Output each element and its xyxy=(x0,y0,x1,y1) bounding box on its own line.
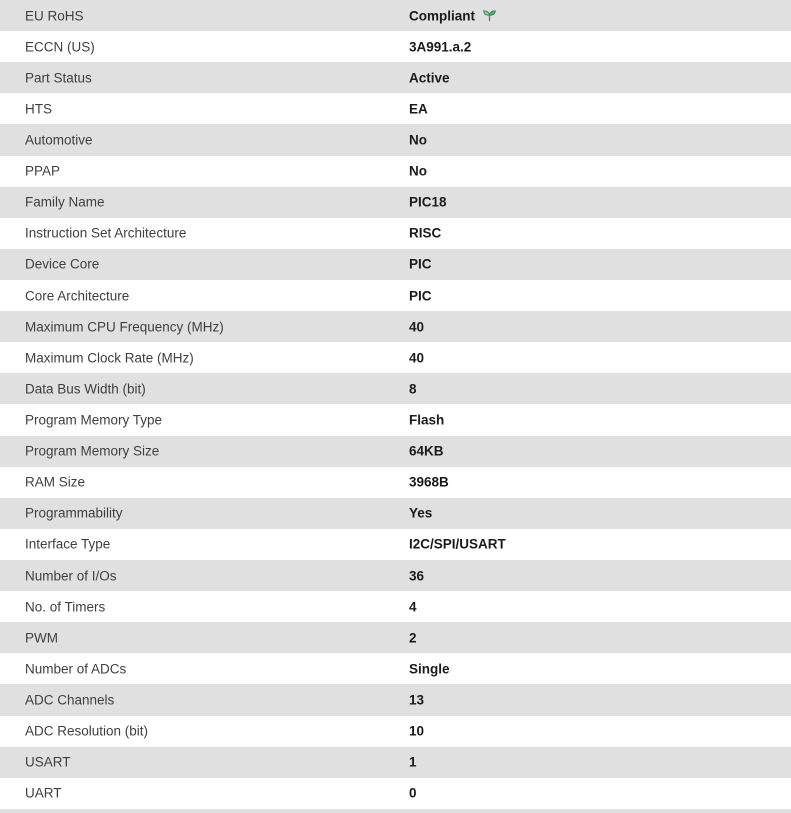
spec-value-text: Flash xyxy=(409,412,445,428)
spec-value xyxy=(409,8,497,23)
table-row xyxy=(0,249,791,280)
spec-label: Programmability xyxy=(25,505,123,521)
spec-value-text: No xyxy=(409,163,427,179)
table-row xyxy=(0,280,791,311)
spec-label: Family Name xyxy=(25,194,105,210)
table-row xyxy=(0,653,791,684)
spec-label: Maximum CPU Frequency (MHz) xyxy=(25,319,224,335)
table-row xyxy=(0,62,791,93)
spec-value-text: 13 xyxy=(409,692,425,708)
spec-label: Device Core xyxy=(25,256,100,272)
table-row xyxy=(0,218,791,249)
table-row xyxy=(0,342,791,373)
spec-label: Automotive xyxy=(25,132,93,148)
spec-value-text: Active xyxy=(409,70,450,86)
table-row xyxy=(0,529,791,560)
spec-value-text: 40 xyxy=(409,350,425,366)
spec-label: Interface Type xyxy=(25,536,111,552)
spec-value-text: 10 xyxy=(409,723,425,739)
spec-label: ADC Channels xyxy=(25,692,115,708)
spec-label: Core Architecture xyxy=(25,288,130,304)
spec-value-text: 8 xyxy=(409,381,417,397)
spec-label: USART xyxy=(25,754,71,770)
spec-value xyxy=(409,755,417,770)
spec-value xyxy=(409,537,506,552)
spec-value-text: I2C/SPI/USART xyxy=(409,536,506,552)
spec-label: Number of I/Os xyxy=(25,568,117,584)
spec-value-text: 1 xyxy=(409,754,417,770)
spec-label: Data Bus Width (bit) xyxy=(25,381,146,397)
table-row xyxy=(0,187,791,218)
spec-value xyxy=(409,132,427,147)
table-row xyxy=(0,156,791,187)
table-row xyxy=(0,622,791,653)
table-row xyxy=(0,560,791,591)
spec-label: RAM Size xyxy=(25,474,86,490)
spec-value xyxy=(409,692,424,707)
spec-value-text: 36 xyxy=(409,568,425,584)
spec-label: ECCN (US) xyxy=(25,39,95,55)
spec-label: No. of Timers xyxy=(25,599,106,615)
spec-value xyxy=(409,506,432,521)
table-row xyxy=(0,747,791,778)
spec-label: ADC Resolution (bit) xyxy=(25,723,149,739)
table-row-partial xyxy=(0,809,791,813)
spec-value xyxy=(409,412,444,427)
spec-value xyxy=(409,599,417,614)
spec-value-text: Single xyxy=(409,661,450,677)
spec-value-text: 64KB xyxy=(409,443,444,459)
spec-value-text: Compliant xyxy=(409,8,475,24)
table-row xyxy=(0,436,791,467)
spec-label: Maximum Clock Rate (MHz) xyxy=(25,350,194,366)
spec-label: EU RoHS xyxy=(25,8,84,24)
rohs-leaf-icon[interactable] xyxy=(482,9,497,23)
spec-label: PPAP xyxy=(25,163,61,179)
spec-value xyxy=(409,350,424,365)
spec-value xyxy=(409,195,447,210)
spec-value-text: EA xyxy=(409,101,428,117)
table-row xyxy=(0,404,791,435)
spec-value xyxy=(409,257,432,272)
spec-label: Program Memory Size xyxy=(25,443,160,459)
spec-value-text: 4 xyxy=(409,599,417,615)
spec-value-text: PIC xyxy=(409,288,432,304)
spec-value xyxy=(409,630,417,645)
table-row xyxy=(0,373,791,404)
spec-value-text: Yes xyxy=(409,505,433,521)
spec-value xyxy=(409,568,424,583)
spec-value-text: 0 xyxy=(409,785,417,801)
spec-value xyxy=(409,226,441,241)
spec-label: UART xyxy=(25,785,62,801)
spec-value xyxy=(409,661,450,676)
spec-value-text: 3968B xyxy=(409,474,449,490)
spec-label: Part Status xyxy=(25,70,92,86)
spec-label: Instruction Set Architecture xyxy=(25,225,187,241)
spec-value xyxy=(409,101,428,116)
spec-value-text: 3A991.a.2 xyxy=(409,39,472,55)
table-row xyxy=(0,124,791,155)
spec-label: PWM xyxy=(25,630,58,646)
table-row xyxy=(0,311,791,342)
spec-value xyxy=(409,724,424,739)
spec-value-text: No xyxy=(409,132,427,148)
table-row xyxy=(0,0,791,31)
spec-value xyxy=(409,381,417,396)
spec-value xyxy=(409,288,432,303)
spec-label: Program Memory Type xyxy=(25,412,163,428)
spec-value xyxy=(409,444,444,459)
spec-value xyxy=(409,319,424,334)
table-row xyxy=(0,778,791,809)
spec-value xyxy=(409,164,427,179)
table-row xyxy=(0,716,791,747)
table-row xyxy=(0,467,791,498)
spec-label: HTS xyxy=(25,101,52,117)
spec-value xyxy=(409,786,417,801)
spec-value-text: 40 xyxy=(409,319,425,335)
spec-value xyxy=(409,39,471,54)
table-row xyxy=(0,93,791,124)
table-row xyxy=(0,684,791,715)
spec-value-text: 2 xyxy=(409,630,417,646)
spec-value-text: PIC xyxy=(409,256,432,272)
table-row xyxy=(0,591,791,622)
table-row xyxy=(0,498,791,529)
spec-value-text: PIC18 xyxy=(409,194,447,210)
spec-value xyxy=(409,70,450,85)
table-row xyxy=(0,31,791,62)
spec-label: Number of ADCs xyxy=(25,661,127,677)
spec-value-text: RISC xyxy=(409,225,442,241)
spec-value xyxy=(409,475,449,490)
